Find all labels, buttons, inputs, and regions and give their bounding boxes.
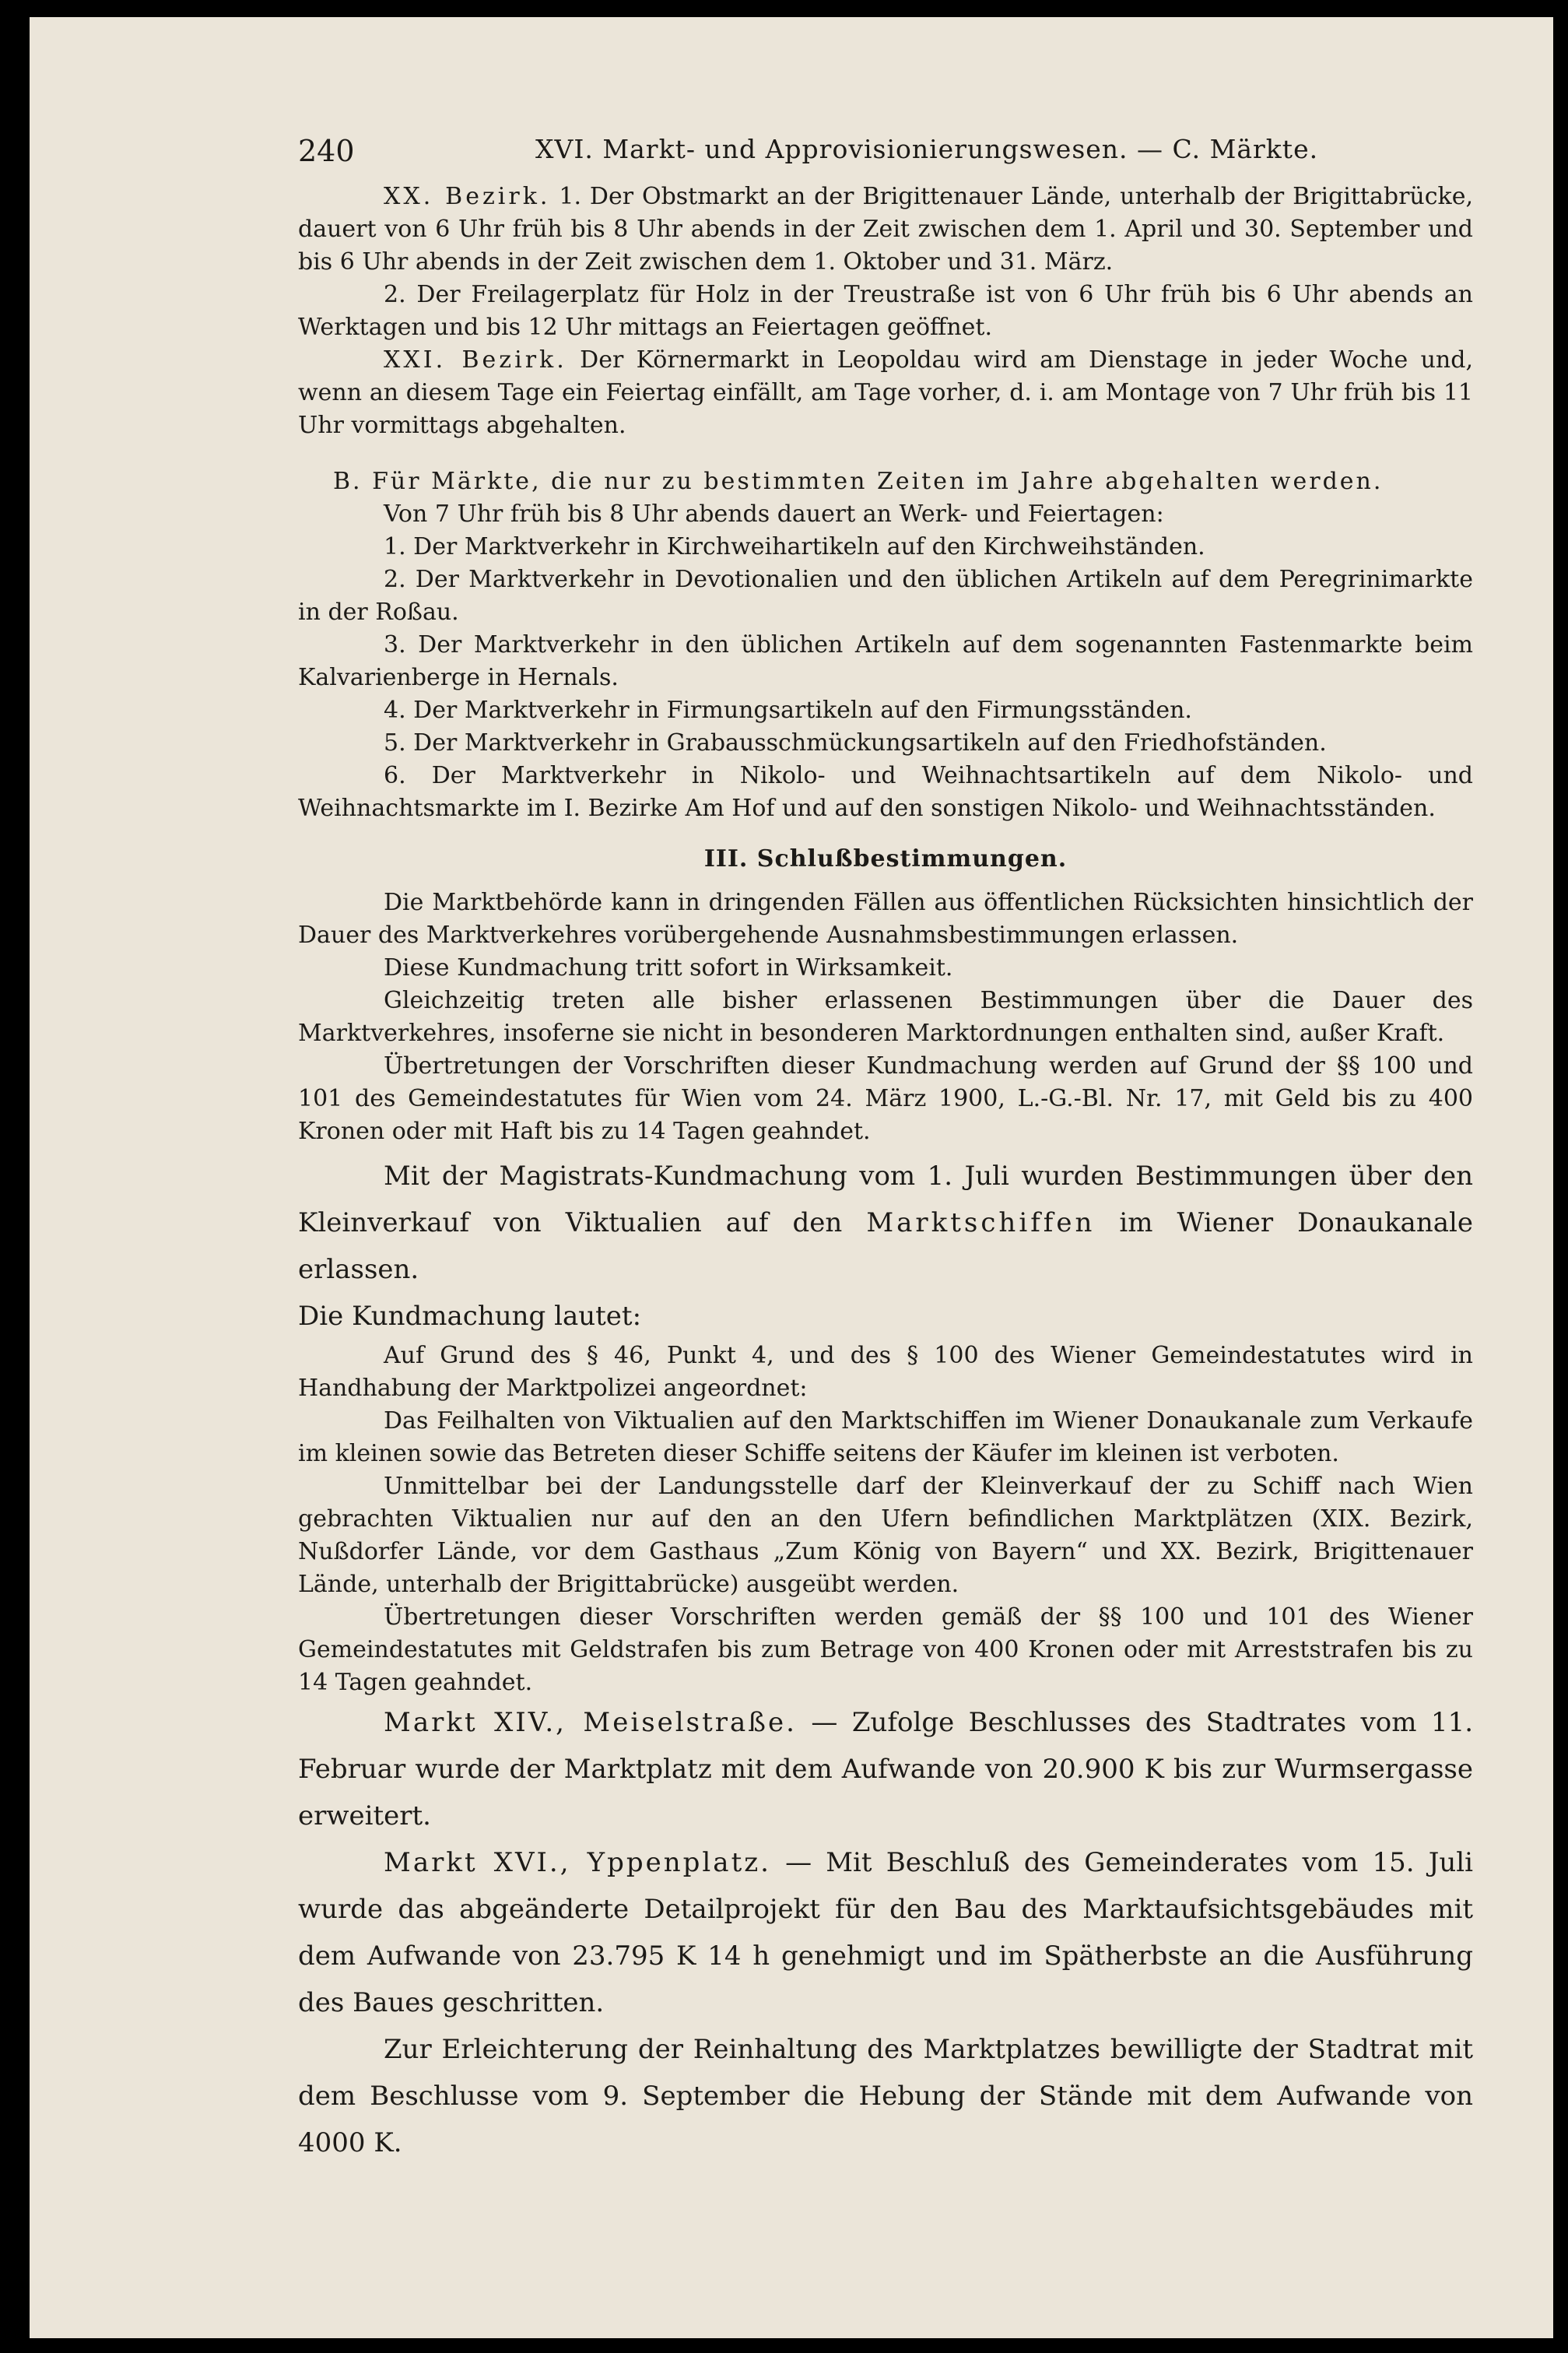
paragraph: Die Marktbehörde kann in dringenden Fällen aus öffentlichen Rücksichten hinsichtlich der Dauer des Marktverkehres vorübergehende Ausnahmsbestimmungen erlassen. [298, 889, 1473, 949]
section-b-heading: B. Für Märkte, die nur zu bestimmten Zeiten im Jahre abgehalten werden. [333, 468, 1384, 495]
paragraph-xx-bezirk-2: 2. Der Freilagerplatz für Holz in der Treustraße ist von 6 Uhr früh bis 6 Uhr abends an Werktagen und bis 12 Uhr mittags an Feiertagen geöffnet. [298, 281, 1473, 341]
list-item: 3. Der Marktverkehr in den üblichen Artikeln auf dem sogenannten Fastenmarkte beim Kalvarienberge in Hernals. [298, 631, 1473, 691]
list-item: 6. Der Marktverkehr in Nikolo- und Weihnachtsartikeln auf dem Nikolo- und Weihnachtsmarkte im I. Bezirke Am Hof und auf den sonstigen Nikolo- und Weihnachtsständen. [298, 762, 1473, 822]
market-xvi: Markt XVI., Yppenplatz. — Mit Beschluß des Gemeinderates vom 15. Juli wurde das abgeänderte Detailprojekt für den Bau des Marktaufsichtsgebäudes mit dem Aufwande von 23.795 K 14 h genehmigt und im Spätherbste an die Ausführung des Baues geschritten. [298, 1847, 1473, 2018]
section-iii-title: III. Schlußbestimmungen. [703, 845, 1068, 873]
magistrat-lead: Die Kundmachung lautet: [298, 1301, 642, 1332]
market-cleaning: Zur Erleichterung der Reinhaltung des Marktplatzes bewilligte der Stadtrat mit dem Beschlusse vom 9. September die Hebung der Stände mit dem Aufwande von 4000 K. [298, 2034, 1473, 2158]
list-item: 5. Der Marktverkehr in Grabausschmückungsartikeln auf den Friedhofständen. [384, 729, 1327, 757]
paragraph: Übertretungen dieser Vorschriften werden gemäß der §§ 100 und 101 des Wiener Gemeindestatutes mit Geldstrafen bis zum Betrage von 400 Kronen oder mit Arreststrafen bis zu 14 Tagen geahndet. [298, 1603, 1473, 1696]
paragraph: Gleichzeitig treten alle bisher erlassenen Bestimmungen über die Dauer des Marktverkehres, insoferne sie nicht in besonderen Marktordnungen enthalten sind, außer Kraft. [298, 987, 1473, 1047]
page-header [298, 126, 1473, 181]
list-item: 4. Der Marktverkehr in Firmungsartikeln auf den Firmungsständen. [384, 697, 1192, 724]
book-page [30, 17, 1553, 2338]
market-label: Markt XVI., Yppenplatz. [384, 1847, 771, 1878]
paragraph: Diese Kundmachung tritt sofort in Wirksamkeit. [384, 954, 953, 982]
magistrat-intro: Mit der Magistrats-Kundmachung vom 1. Juli wurden Bestimmungen über den Kleinverkauf von Viktualien auf den Marktschiffen im Wiener Donaukanale erlassen. [298, 1161, 1473, 1285]
paragraph: Das Feilhalten von Viktualien auf den Marktschiffen im Wiener Donaukanale zum Verkaufe im kleinen sowie das Betreten dieser Schiffe seitens der Käufer im kleinen ist verboten. [298, 1407, 1473, 1467]
paragraph: Übertretungen der Vorschriften dieser Kundmachung werden auf Grund der §§ 100 und 101 des Gemeindestatutes für Wien vom 24. März 1900, L.-G.-Bl. Nr. 17, mit Geld bis zu 400 Kronen oder mit Haft bis zu 14 Tagen geahndet. [298, 1052, 1473, 1145]
running-head: XVI. Markt- und Approvisionierungswesen. — C. Märkte. [535, 134, 1319, 164]
district-label: XXI. Bezirk. [384, 346, 567, 374]
paragraph: Unmittelbar bei der Landungsstelle darf der Kleinverkauf der zu Schiff nach Wien gebrachten Viktualien nur auf den an den Ufern befindlichen Marktplätzen (XIX. Bezirk, Nußdorfer Lände, vor dem Gasthaus „Zum König von Bayern“ und XX. Bezirk, Brigittenauer Lände, unterhalb der Brigittabrücke) ausgeübt werden. [298, 1473, 1473, 1598]
section-b-intro: Von 7 Uhr früh bis 8 Uhr abends dauert an Werk- und Feiertagen: [384, 500, 1164, 528]
paragraph-xxi-bezirk: XXI. Bezirk. Der Körnermarkt in Leopoldau wird am Dienstage in jeder Woche und, wenn an diesem Tage ein Feiertag einfällt, am Tage vorher, d. i. am Montage von 7 Uhr früh bis 11 Uhr vormittags abgehalten. [298, 346, 1473, 439]
list-item: 2. Der Marktverkehr in Devotionalien und den üblichen Artikeln auf dem Peregrinimarkte in der Roßau. [298, 566, 1473, 626]
paragraph-xx-bezirk-1: XX. Bezirk. 1. Der Obstmarkt an der Brigittenauer Lände, unterhalb der Brigittabrücke, dauert von 6 Uhr früh bis 8 Uhr abends in der Zeit zwischen dem 1. April und 30. September und bis 6 Uhr abends in der Zeit zwischen dem 1. Oktober und 31. März. [298, 183, 1474, 276]
market-label: Markt XIV., Meiselstraße. [384, 1707, 797, 1738]
market-xiv: Markt XIV., Meiselstraße. — Zufolge Beschlusses des Stadtrates vom 11. Februar wurde der Marktplatz mit dem Aufwande von 20.900 K bis zur Wurmsergasse erweitert. [298, 1707, 1474, 1831]
spaced-term: Marktschiffen [866, 1207, 1096, 1238]
list-item: 1. Der Marktverkehr in Kirchweihartikeln auf den Kirchweihständen. [384, 533, 1205, 560]
district-label: XX. Bezirk. [384, 183, 551, 210]
paragraph: Auf Grund des § 46, Punkt 4, und des § 100 des Wiener Gemeindestatutes wird in Handhabung der Marktpolizei angeordnet: [298, 1342, 1473, 1402]
page-content [298, 126, 1473, 2166]
page-number: 240 [298, 134, 355, 168]
